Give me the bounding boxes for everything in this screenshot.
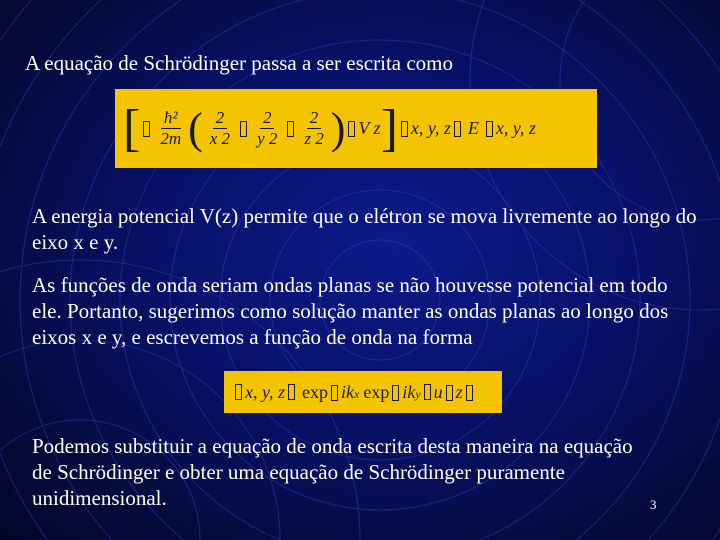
minus-glyph	[143, 121, 150, 137]
d2-dx2: $\frac{2}{x 2}$	[209, 108, 231, 148]
paragraph-potential: A energia potencial V(z) permite que o elétron se mova livremente ao longo do eixo x e y.	[32, 204, 697, 254]
d2-dy2: $\frac{2}{y 2}$	[257, 108, 278, 148]
slide-heading: A equação de Schrödinger passa a ser escrita como	[25, 51, 453, 75]
psi-args-left: x, y, z	[410, 118, 451, 138]
paragraph-substitution: Podemos substituir a equação de onda escrita desta maneira na equação de Schrödinger e obter uma equação de Schrödinger puramente unidimensional.	[32, 434, 633, 510]
exp-x: exp ikx	[302, 381, 360, 402]
energy-term: E	[467, 118, 479, 138]
open-bracket: [	[123, 99, 141, 157]
schrodinger-equation-box: [ $\frac{\text{ħ²}}{2m}$ ( $\frac{2}{x 2}$ $\frac{2}{y 2}$ $\frac{2}{z 2}$ ) V z ] x, y, z E x, y, z	[115, 89, 597, 168]
close-bracket: ]	[380, 99, 398, 157]
psi-args-right: x, y, z	[495, 118, 536, 138]
wavefunction-args: x, y, z	[245, 381, 285, 402]
potential-term: V z	[358, 118, 381, 138]
exp-y: exp iky	[363, 381, 421, 402]
hbar-over-2m: $\frac{\text{ħ²}}{2m}$	[160, 108, 182, 148]
d2-dz2: $\frac{2}{z 2}$	[304, 108, 324, 148]
wavefunction-equation-box	[224, 371, 502, 413]
paragraph-plane-waves: As funções de onda seriam ondas planas se não houvesse potencial em todo ele. Portanto, sugerimos como solução manter as ondas planas ao longo dos eixos x e y, e escrevemos a função de onda na forma	[32, 273, 669, 349]
page-number: 3	[650, 497, 657, 512]
u-of-z: u z	[434, 382, 476, 403]
